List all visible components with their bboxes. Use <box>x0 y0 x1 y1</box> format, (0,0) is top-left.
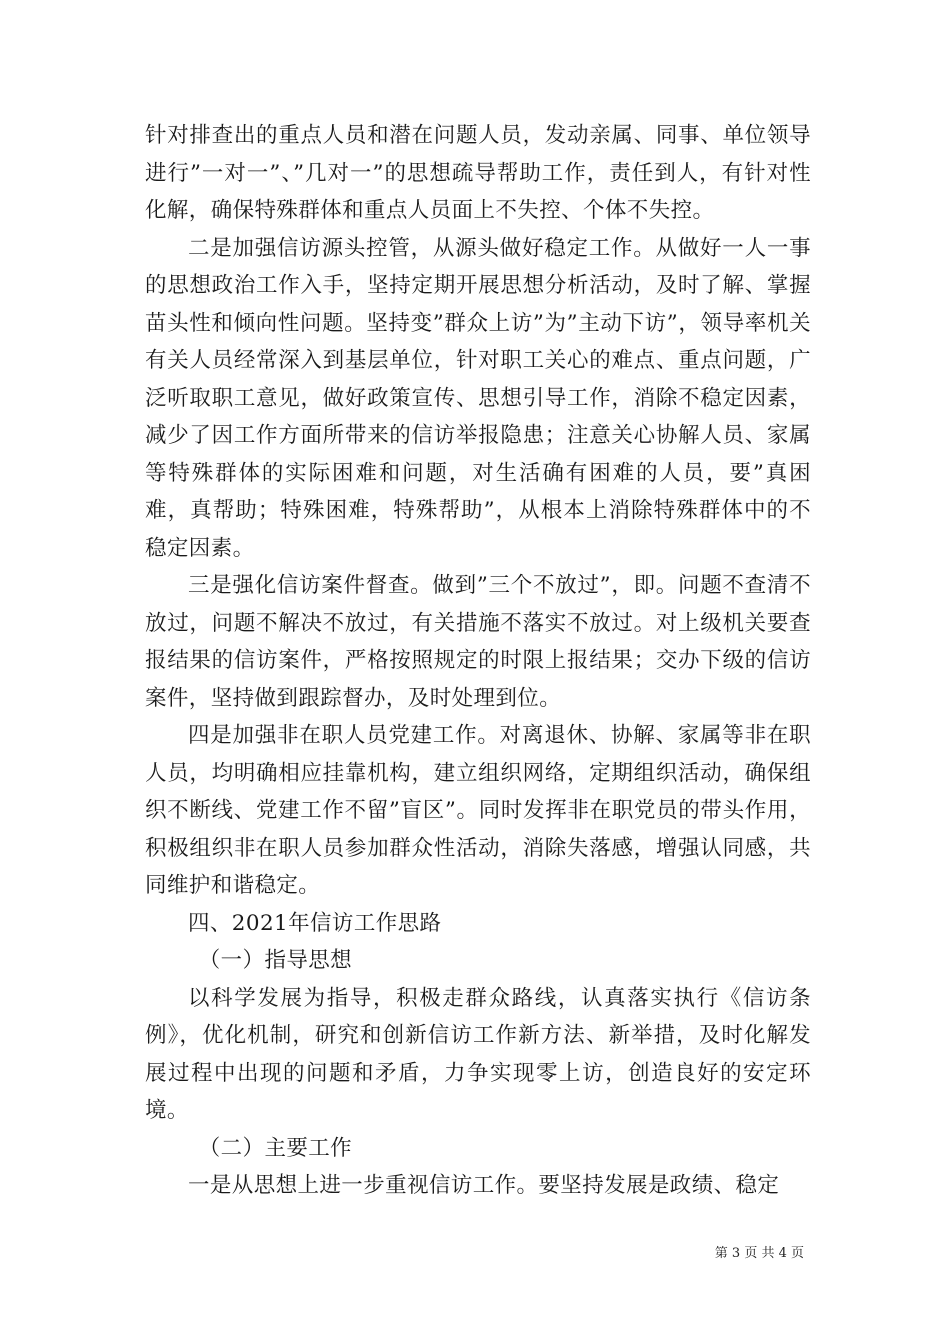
document-body <box>145 117 811 1205</box>
paragraph-5: 以科学发展为指导，积极走群众路线，认真落实执行《信访条例》，优化机制，研究和创新信访工作新方法、新举措，及时化解发展过程中出现的问题和矛盾，力争实现零上访，创造良好的安定环境。 <box>145 985 811 1123</box>
paragraph-2: 二是加强信访源头控管，从源头做好稳定工作。从做好一人一事的思想政治工作入手，坚持定期开展思想分析活动，及时了解、掌握苗头性和倾向性问题。坚持变”群众上访”为”主动下访”，领导率机关有关人员经常深入到基层单位，针对职工关心的难点、重点问题，广泛听取职工意见，做好政策宣传、思想引导工作，消除不稳定因素，减少了因工作方面所带来的信访举报隐患；注意关心协解人员、家属等特殊群体的实际困难和问题，对生活确有困难的人员，要”真困难，真帮助；特殊困难，特殊帮助”，从根本上消除特殊群体中的不稳定因素。 <box>145 235 811 561</box>
page-number: 第 3 页 共 4 页 <box>714 1246 804 1261</box>
paragraph-4: 四是加强非在职人员党建工作。对离退休、协解、家属等非在职人员，均明确相应挂靠机构，建立组织网络，定期组织活动，确保组织不断线、党建工作不留”盲区”。同时发挥非在职党员的带头作用，积极组织非在职人员参加群众性活动，消除失落感，增强认同感，共同维护和谐稳定。 <box>145 723 811 898</box>
paragraph-1: 针对排查出的重点人员和潜在问题人员，发动亲属、同事、单位领导进行”一对一”、”几对一”的思想疏导帮助工作，责任到人，有针对性化解，确保特殊群体和重点人员面上不失控、个体不失控。 <box>145 123 811 223</box>
subsection-heading-2: （二）主要工作 <box>198 1135 353 1161</box>
paragraph-3: 三是强化信访案件督查。做到”三个不放过”，即。问题不查清不放过，问题不解决不放过，有关措施不落实不放过。对上级机关要查报结果的信访案件，严格按照规定的时限上报结果；交办下级的信访案件，坚持做到跟踪督办，及时处理到位。 <box>145 573 811 711</box>
subsection-heading-1: （一）指导思想 <box>198 948 353 973</box>
section-heading: 四、2021年信访工作思路 <box>188 910 442 936</box>
paragraph-6: 一是从思想上进一步重视信访工作。要坚持发展是政绩、稳定 <box>188 1173 780 1198</box>
